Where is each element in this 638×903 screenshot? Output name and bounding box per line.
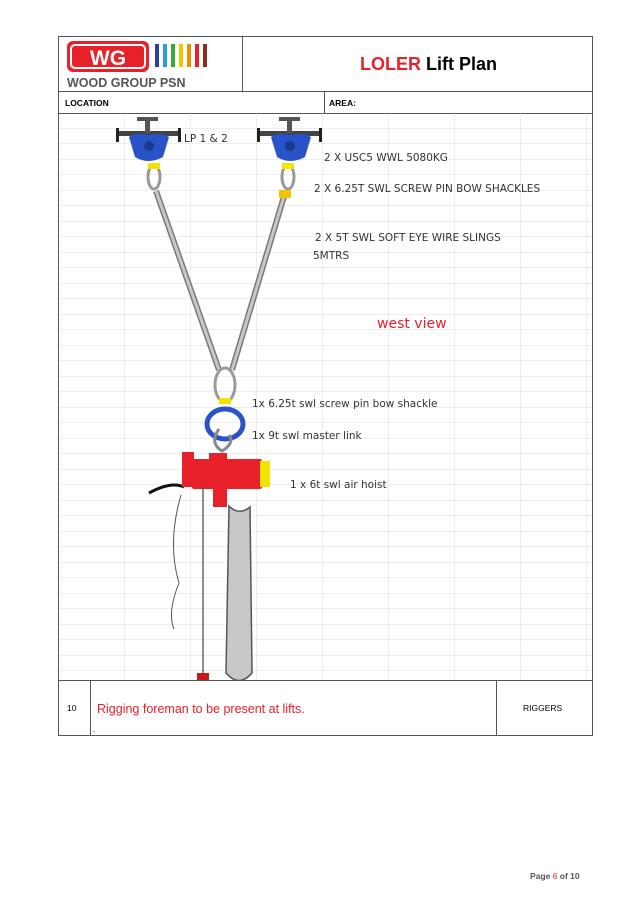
lift-step-row bbox=[59, 680, 592, 736]
label-sling-length: 5MTRS bbox=[313, 250, 350, 262]
spreadsheet-grid bbox=[59, 113, 592, 680]
label-master-link: 1x 9t swl master link bbox=[252, 430, 362, 442]
responsible-cell bbox=[496, 680, 592, 736]
load-hook bbox=[197, 673, 209, 680]
area-cell bbox=[324, 91, 356, 113]
logo-company-name: WOOD GROUP PSN bbox=[67, 76, 186, 90]
title-cell bbox=[242, 37, 592, 91]
area-label: AREA: bbox=[329, 98, 356, 108]
label-wire-slings: 2 X 5T SWL SOFT EYE WIRE SLINGS bbox=[315, 232, 501, 244]
header-row bbox=[59, 37, 592, 92]
rigging-drawing bbox=[59, 113, 592, 681]
page-title bbox=[360, 54, 497, 75]
label-view: west view bbox=[377, 316, 447, 332]
page-current: 6 bbox=[552, 871, 558, 881]
logo-cell bbox=[59, 37, 243, 91]
lift-plan-form bbox=[58, 36, 593, 736]
responsible-party: RIGGERS bbox=[523, 703, 563, 713]
step-note-sub: . bbox=[93, 725, 96, 734]
page-prefix: Page bbox=[530, 871, 553, 881]
location-row bbox=[59, 91, 592, 114]
page-number bbox=[530, 871, 580, 881]
title-lift-plan: Lift Plan bbox=[421, 54, 497, 74]
page-suffix: of 10 bbox=[557, 871, 580, 881]
step-number-cell bbox=[59, 680, 91, 736]
logo-initials: WG bbox=[89, 47, 127, 70]
chain-bag bbox=[226, 506, 252, 680]
title-loler: LOLER bbox=[360, 54, 421, 74]
label-top-shackles: 2 X 6.25T SWL SCREW PIN BOW SHACKLES bbox=[314, 183, 541, 195]
rigging-diagram bbox=[59, 113, 592, 680]
label-beam-clamps: 2 X USC5 WWL 5080KG bbox=[324, 152, 448, 164]
location-label: LOCATION bbox=[65, 98, 109, 108]
step-number: 10 bbox=[67, 703, 77, 713]
label-lp: LP 1 & 2 bbox=[184, 133, 228, 145]
wood-group-logo bbox=[59, 37, 242, 91]
label-air-hoist: 1 x 6t swl air hoist bbox=[290, 479, 387, 491]
step-note: Rigging foreman to be present at lifts. bbox=[97, 702, 305, 716]
label-bottom-shackle: 1x 6.25t swl screw pin bow shackle bbox=[252, 398, 438, 410]
